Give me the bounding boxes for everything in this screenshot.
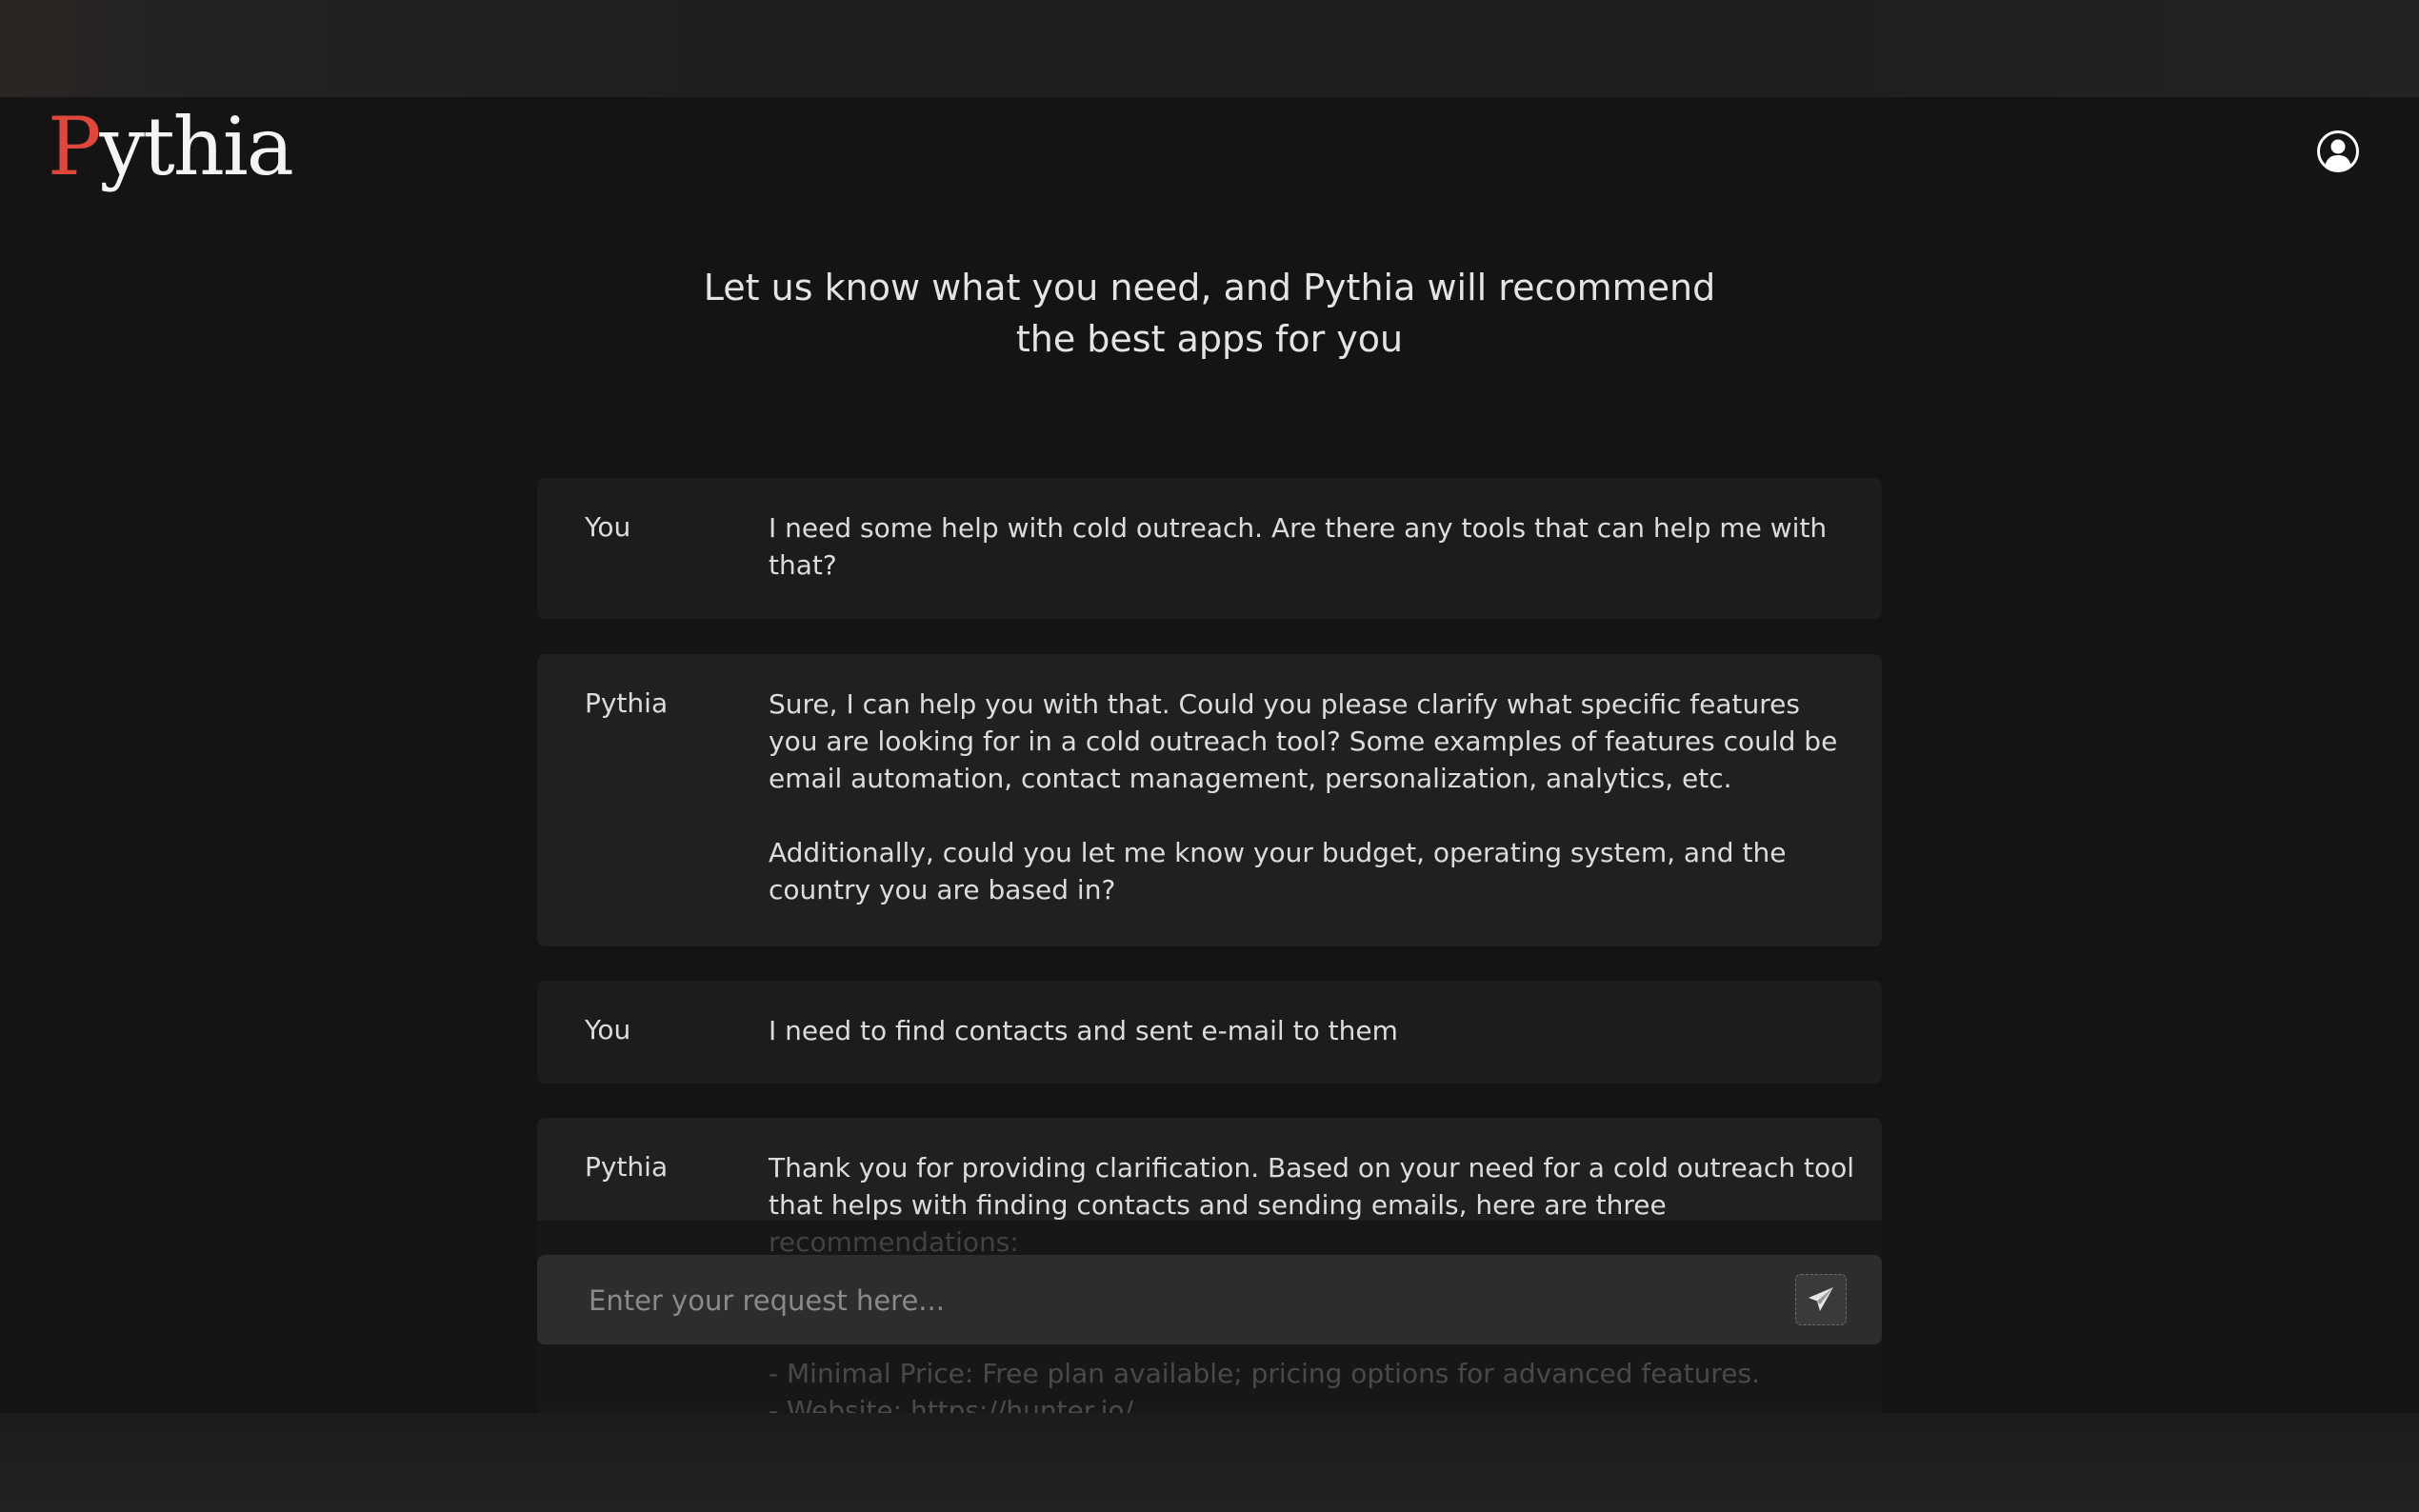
browser-bottom-band: [0, 1413, 2419, 1512]
send-button[interactable]: [1795, 1274, 1847, 1325]
chat-message-user: [537, 478, 1882, 619]
logo-initial: P: [48, 100, 100, 193]
message-sender: Pythia: [585, 1151, 669, 1183]
message-text: Thank you for providing clarification. Based on your need for a cold outreach tool that helps with finding contacts and sending emails, here are three: [769, 1152, 1854, 1221]
browser-top-band: [0, 0, 2419, 97]
request-composer: [537, 1255, 1882, 1344]
pythia-logo[interactable]: [48, 99, 292, 194]
message-sender: You: [585, 511, 631, 543]
chat-message-user: [537, 981, 1882, 1084]
paper-plane-icon: [1806, 1284, 1836, 1315]
headline-line-1: Let us know what you need, and Pythia will recommend: [703, 267, 1716, 308]
chat-message-pythia: [537, 654, 1882, 946]
message-text: I need to find contacts and sent e-mail to them: [769, 1015, 1398, 1046]
message-text: Sure, I can help you with that. Could you please clarify what specific features you are looking for in a cold outreach tool? Some examples of features could be email automation, contact management, personalization, analytics, etc. Additionally, could you let me know your budget, operating system, and the country you are based in?: [769, 688, 1838, 905]
user-circle-icon: [2316, 129, 2360, 173]
message-text: I need some help with cold outreach. Are there any tools that can help me with that?: [769, 512, 1836, 581]
message-sender: Pythia: [585, 687, 669, 719]
page-headline: [638, 262, 1781, 365]
headline-line-2: the best apps for you: [1015, 318, 1404, 360]
message-sender: You: [585, 1014, 631, 1045]
request-input[interactable]: [587, 1274, 1733, 1327]
logo-text: ythia: [99, 100, 292, 193]
account-button[interactable]: [2316, 129, 2360, 173]
